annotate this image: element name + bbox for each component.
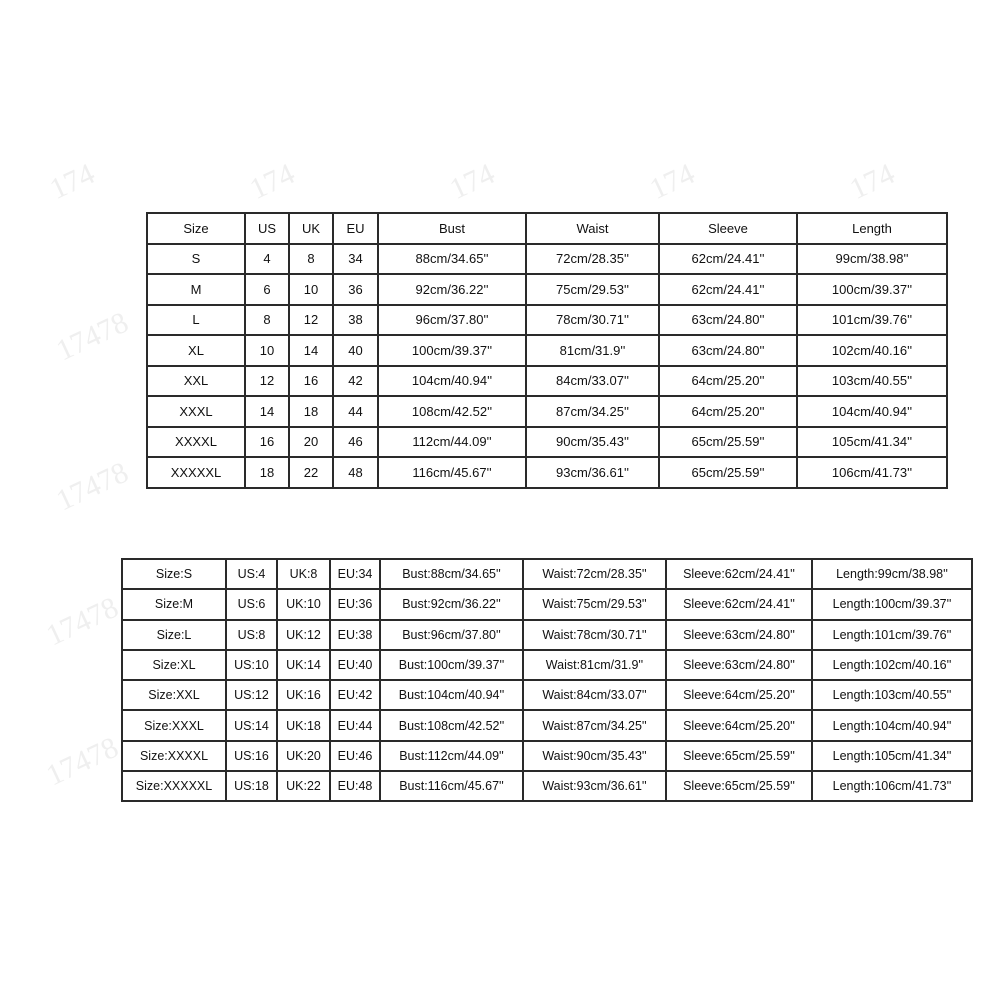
table-cell: 12 — [289, 305, 333, 336]
table-row — [122, 680, 972, 710]
watermark: 174 — [444, 157, 500, 207]
table-cell: 44 — [333, 396, 378, 427]
header-cell: UK — [289, 213, 333, 244]
table-cell: 10 — [289, 274, 333, 305]
table-cell: Waist:78cm/30.71'' — [523, 620, 666, 650]
table-cell: 16 — [289, 366, 333, 397]
table-cell: 10 — [245, 335, 289, 366]
table-cell: Length:100cm/39.37'' — [812, 589, 972, 619]
table-cell: 48 — [333, 457, 378, 488]
table-cell: 16 — [245, 427, 289, 458]
table-cell: 92cm/36.22'' — [378, 274, 526, 305]
table-cell: Size:XL — [122, 650, 226, 680]
table-cell: Bust:100cm/39.37'' — [380, 650, 523, 680]
table-cell: 14 — [289, 335, 333, 366]
watermark: 17478 — [51, 305, 134, 368]
table-cell: 90cm/35.43'' — [526, 427, 659, 458]
watermark: 174 — [244, 157, 300, 207]
size-chart-labeled-table — [121, 558, 973, 802]
table-cell: XXXXXL — [147, 457, 245, 488]
table-cell: 63cm/24.80'' — [659, 305, 797, 336]
table-cell: S — [147, 244, 245, 275]
watermark: 174 — [44, 157, 100, 207]
table-cell: UK:8 — [277, 559, 330, 589]
table-cell: 72cm/28.35'' — [526, 244, 659, 275]
watermark: 17478 — [51, 455, 134, 518]
table-row — [122, 620, 972, 650]
table-row — [147, 457, 947, 488]
size-chart-table — [146, 212, 948, 489]
table-cell: US:6 — [226, 589, 277, 619]
table-cell: Waist:84cm/33.07'' — [523, 680, 666, 710]
table-cell: Length:102cm/40.16'' — [812, 650, 972, 680]
table-cell: Size:S — [122, 559, 226, 589]
table-cell: 87cm/34.25'' — [526, 396, 659, 427]
table-cell: 102cm/40.16'' — [797, 335, 947, 366]
table-cell: 65cm/25.59'' — [659, 427, 797, 458]
table-cell: L — [147, 305, 245, 336]
header-cell: EU — [333, 213, 378, 244]
table-cell: 62cm/24.41'' — [659, 274, 797, 305]
table-cell: 75cm/29.53'' — [526, 274, 659, 305]
table-cell: EU:44 — [330, 710, 380, 740]
table-cell: Bust:96cm/37.80'' — [380, 620, 523, 650]
watermark: 17478 — [41, 590, 124, 653]
table-cell: US:8 — [226, 620, 277, 650]
table-row — [147, 427, 947, 458]
table-cell: 63cm/24.80'' — [659, 335, 797, 366]
table-cell: 105cm/41.34'' — [797, 427, 947, 458]
table-cell: 18 — [245, 457, 289, 488]
table-cell: Length:105cm/41.34'' — [812, 741, 972, 771]
table-cell: 64cm/25.20'' — [659, 396, 797, 427]
table-cell: 65cm/25.59'' — [659, 457, 797, 488]
table-cell: UK:20 — [277, 741, 330, 771]
table-cell: EU:38 — [330, 620, 380, 650]
table-cell: UK:10 — [277, 589, 330, 619]
table-cell: Sleeve:64cm/25.20'' — [666, 710, 812, 740]
table-cell: UK:22 — [277, 771, 330, 801]
table-row — [122, 741, 972, 771]
table-cell: Length:101cm/39.76'' — [812, 620, 972, 650]
table-cell: Sleeve:62cm/24.41'' — [666, 559, 812, 589]
table-cell: Waist:81cm/31.9'' — [523, 650, 666, 680]
table-cell: 4 — [245, 244, 289, 275]
table-cell: 84cm/33.07'' — [526, 366, 659, 397]
table-cell: UK:12 — [277, 620, 330, 650]
header-cell: Waist — [526, 213, 659, 244]
table-row — [147, 396, 947, 427]
table-cell: 40 — [333, 335, 378, 366]
table-cell: Bust:116cm/45.67'' — [380, 771, 523, 801]
table-row — [147, 274, 947, 305]
table-cell: 12 — [245, 366, 289, 397]
table-cell: 62cm/24.41'' — [659, 244, 797, 275]
table-cell: 64cm/25.20'' — [659, 366, 797, 397]
header-cell: Length — [797, 213, 947, 244]
table-cell: 34 — [333, 244, 378, 275]
table-cell: EU:42 — [330, 680, 380, 710]
table-cell: 42 — [333, 366, 378, 397]
table-header-row — [147, 213, 947, 244]
table-cell: UK:16 — [277, 680, 330, 710]
table-cell: Bust:92cm/36.22'' — [380, 589, 523, 619]
table-cell: 93cm/36.61'' — [526, 457, 659, 488]
table-cell: Sleeve:62cm/24.41'' — [666, 589, 812, 619]
header-cell: US — [245, 213, 289, 244]
table-cell: 99cm/38.98'' — [797, 244, 947, 275]
table-cell: Waist:93cm/36.61'' — [523, 771, 666, 801]
table-cell: 108cm/42.52'' — [378, 396, 526, 427]
table-cell: 8 — [289, 244, 333, 275]
table-cell: Bust:88cm/34.65'' — [380, 559, 523, 589]
table-cell: Bust:108cm/42.52'' — [380, 710, 523, 740]
table-cell: 106cm/41.73'' — [797, 457, 947, 488]
table-cell: US:4 — [226, 559, 277, 589]
table-cell: 104cm/40.94'' — [378, 366, 526, 397]
table-cell: 6 — [245, 274, 289, 305]
table-cell: Sleeve:65cm/25.59'' — [666, 741, 812, 771]
table-cell: US:10 — [226, 650, 277, 680]
header-cell: Size — [147, 213, 245, 244]
table-cell: Sleeve:63cm/24.80'' — [666, 650, 812, 680]
table-cell: XXL — [147, 366, 245, 397]
table-row — [147, 366, 947, 397]
table-cell: 88cm/34.65'' — [378, 244, 526, 275]
table-cell: Size:XXXL — [122, 710, 226, 740]
table-cell: EU:40 — [330, 650, 380, 680]
table-cell: US:18 — [226, 771, 277, 801]
header-cell: Bust — [378, 213, 526, 244]
table-row — [122, 710, 972, 740]
table-cell: Size:XXXXXL — [122, 771, 226, 801]
table-row — [122, 559, 972, 589]
table-cell: 78cm/30.71'' — [526, 305, 659, 336]
table-cell: 116cm/45.67'' — [378, 457, 526, 488]
table-cell: 100cm/39.37'' — [378, 335, 526, 366]
table-cell: XXXXL — [147, 427, 245, 458]
table-cell: Sleeve:64cm/25.20'' — [666, 680, 812, 710]
table-cell: Waist:75cm/29.53'' — [523, 589, 666, 619]
table-cell: EU:36 — [330, 589, 380, 619]
table-cell: Waist:90cm/35.43'' — [523, 741, 666, 771]
table-cell: 100cm/39.37'' — [797, 274, 947, 305]
table-cell: Sleeve:65cm/25.59'' — [666, 771, 812, 801]
table-cell: 38 — [333, 305, 378, 336]
table-cell: Length:104cm/40.94'' — [812, 710, 972, 740]
table-cell: EU:34 — [330, 559, 380, 589]
table-cell: 36 — [333, 274, 378, 305]
table-cell: 104cm/40.94'' — [797, 396, 947, 427]
table-cell: 22 — [289, 457, 333, 488]
table-cell: XXXL — [147, 396, 245, 427]
table-cell: 101cm/39.76'' — [797, 305, 947, 336]
table-cell: Bust:104cm/40.94'' — [380, 680, 523, 710]
table-cell: Bust:112cm/44.09'' — [380, 741, 523, 771]
table-cell: XL — [147, 335, 245, 366]
table-cell: 46 — [333, 427, 378, 458]
table-cell: EU:48 — [330, 771, 380, 801]
table-cell: UK:14 — [277, 650, 330, 680]
table-cell: US:14 — [226, 710, 277, 740]
table-cell: Size:L — [122, 620, 226, 650]
table-cell: Waist:87cm/34.25'' — [523, 710, 666, 740]
table-cell: US:12 — [226, 680, 277, 710]
table-row — [122, 771, 972, 801]
table-cell: Waist:72cm/28.35'' — [523, 559, 666, 589]
table-cell: 112cm/44.09'' — [378, 427, 526, 458]
header-cell: Sleeve — [659, 213, 797, 244]
table-cell: Length:106cm/41.73'' — [812, 771, 972, 801]
table-cell: Size:XXL — [122, 680, 226, 710]
table-cell: 18 — [289, 396, 333, 427]
table-row — [122, 589, 972, 619]
table-cell: Length:99cm/38.98'' — [812, 559, 972, 589]
table-cell: Size:XXXXL — [122, 741, 226, 771]
table-cell: 20 — [289, 427, 333, 458]
table-cell: Length:103cm/40.55'' — [812, 680, 972, 710]
table-cell: 96cm/37.80'' — [378, 305, 526, 336]
watermark: 17478 — [41, 730, 124, 793]
table-cell: M — [147, 274, 245, 305]
table-cell: UK:18 — [277, 710, 330, 740]
table-row — [147, 335, 947, 366]
watermark: 174 — [844, 157, 900, 207]
table-cell: 103cm/40.55'' — [797, 366, 947, 397]
table-cell: Size:M — [122, 589, 226, 619]
table-cell: 8 — [245, 305, 289, 336]
table-cell: US:16 — [226, 741, 277, 771]
table-cell: EU:46 — [330, 741, 380, 771]
table-row — [147, 244, 947, 275]
table-cell: 14 — [245, 396, 289, 427]
watermark: 174 — [644, 157, 700, 207]
table-row — [122, 650, 972, 680]
table-cell: Sleeve:63cm/24.80'' — [666, 620, 812, 650]
table-row — [147, 305, 947, 336]
table-cell: 81cm/31.9'' — [526, 335, 659, 366]
